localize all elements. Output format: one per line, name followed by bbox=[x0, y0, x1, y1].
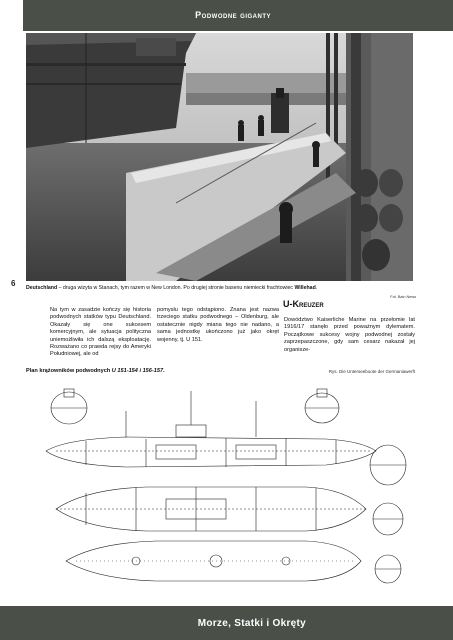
deck-view bbox=[66, 541, 361, 581]
plan-caption-italic: U 151-154 i 156-157 bbox=[111, 368, 164, 374]
caption-ship-name: Deutschland bbox=[26, 285, 58, 291]
section-drawing-top-right bbox=[305, 389, 339, 423]
side-strip bbox=[0, 0, 23, 640]
side-elevation bbox=[46, 391, 376, 467]
footer-bar bbox=[23, 606, 453, 640]
plan-caption bbox=[26, 368, 165, 374]
section-heading-u-kreuzer: U-Kreuzer bbox=[283, 299, 324, 309]
photo-illustration bbox=[26, 33, 413, 281]
photo-submarine-deutschland bbox=[26, 33, 413, 281]
cross-sections-right bbox=[370, 445, 406, 583]
article-column-2: pomysłu tego odstąpiono. Znana jest nazwa trzeciego statku podwodnego – Oldenburg, ale ostatecznie nigdy miana tego nie nadano, a sama jednostkę ukończono już jako okręt wojenny, tj. U 151. bbox=[157, 307, 279, 343]
header-bar bbox=[23, 0, 453, 31]
article-column-1: Na tym w zasadzie kończy się historia podwodnych statków typu Deutschland. Okazały się one sukcesem komercyjnym, ale sytuacja polityczna uniemożliwiła ich dalszą eksploatację. Rozważano co prawda rejsy do Ameryki Południowej, ale od bbox=[50, 307, 151, 358]
section-title: Podwodne giganty bbox=[195, 10, 271, 20]
article-column-3: Dowództwo Kaiserliche Marine na przełomie lat 1916/17 stanęło przed poważnym dylematem. Początkowe sukcesy wojny podwodnej zostały zaprzepaszczone, gdy sam cesarz nakazał jej organisze- bbox=[284, 317, 415, 353]
caption-end: . bbox=[315, 285, 318, 291]
technical-drawing-u151 bbox=[26, 381, 415, 603]
caption-text: – druga wizyta w Stanach, tym razem w New London. Po drugiej stronie basenu niemiecki frachtowiec bbox=[57, 285, 295, 291]
magazine-title: Morze, Statki i Okręty bbox=[197, 618, 306, 629]
side-strip-lower bbox=[0, 606, 23, 640]
plan-caption-suffix: . bbox=[163, 368, 165, 374]
plan-caption-prefix: Plan krążowników podwodnych bbox=[26, 368, 112, 374]
caption-ship-name-2: Willehad bbox=[294, 285, 316, 291]
plan-view bbox=[56, 487, 366, 531]
technical-drawing-svg bbox=[26, 381, 415, 603]
photo-caption bbox=[26, 285, 416, 291]
plan-credit: Rys. Die Unterseeboote der Germaniawerft bbox=[328, 369, 415, 374]
section-drawing-top-left bbox=[51, 389, 87, 424]
page-number: 6 bbox=[11, 279, 16, 288]
photo-credit: Fot. Bain News bbox=[390, 295, 416, 299]
